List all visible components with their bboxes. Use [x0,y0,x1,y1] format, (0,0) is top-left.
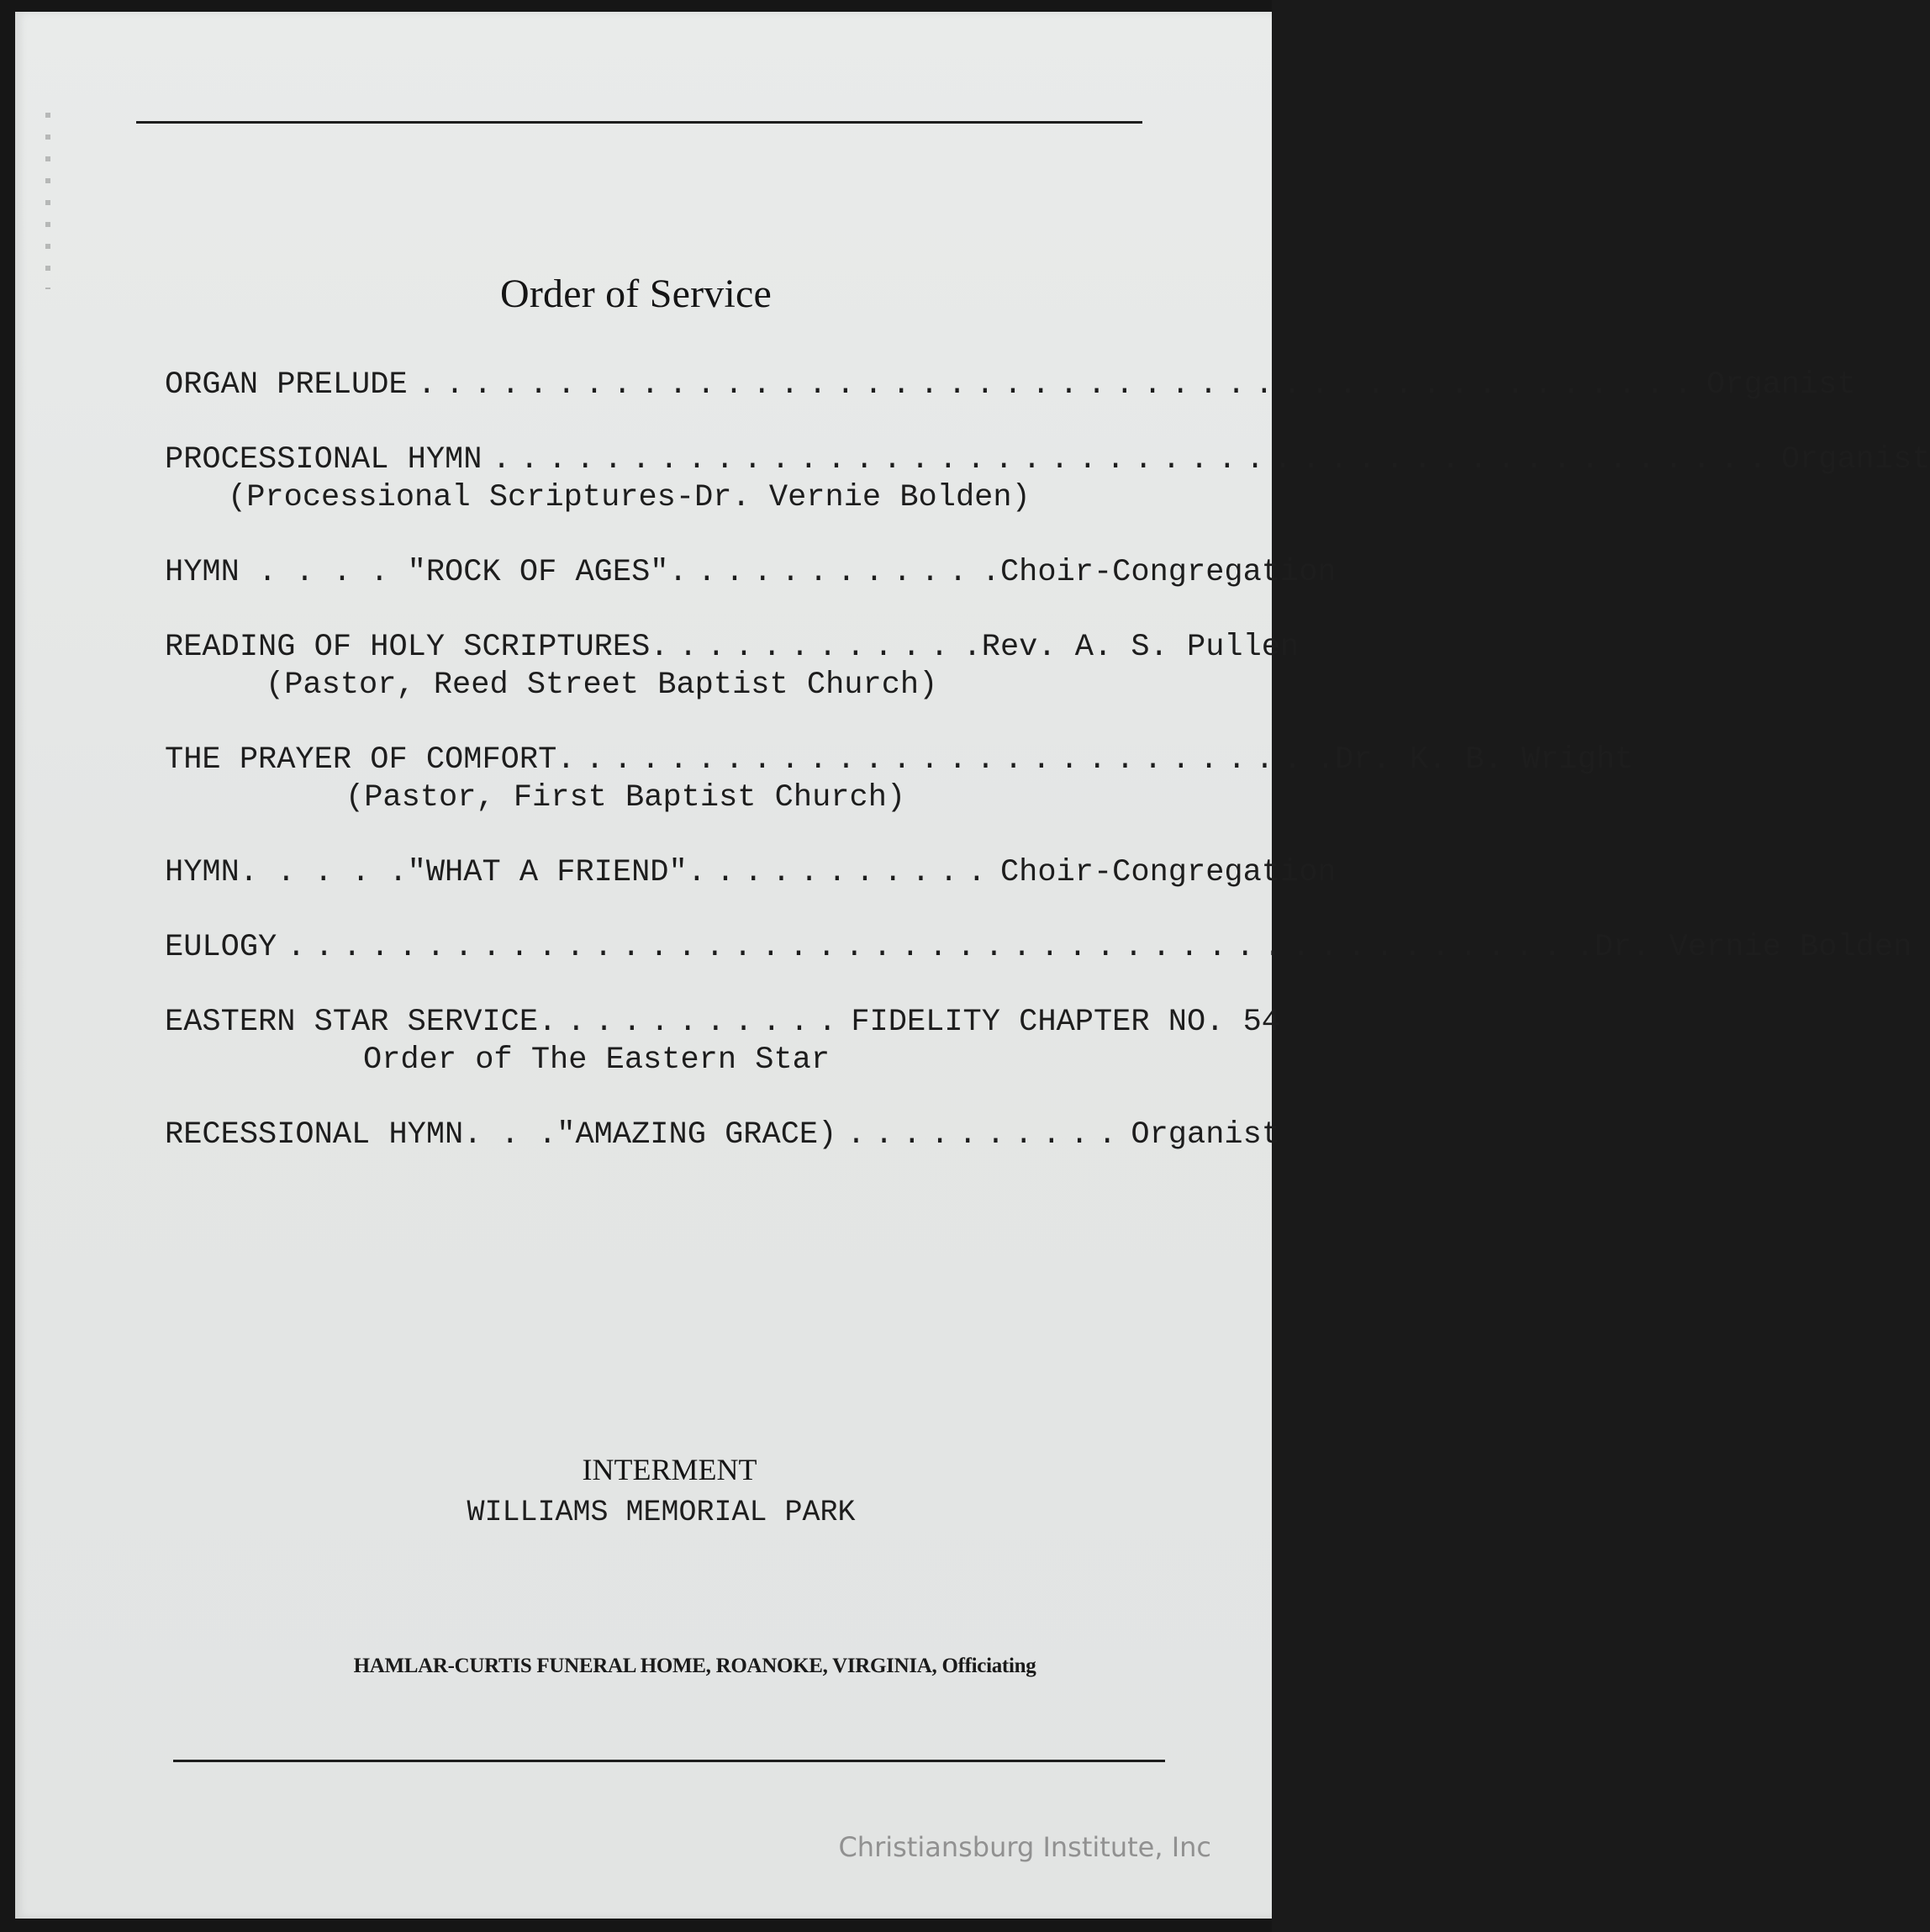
interment-section [0,1452,1272,1529]
item-performer: .Dr. K. B. Wright [1316,742,1634,778]
item-note: (Pastor, Reed Street Baptist Church) [266,668,938,703]
interment-heading: INTERMENT [582,1453,757,1486]
item-performer: Organist [1780,442,1930,478]
funeral-home-text: HAMLAR-CURTIS FUNERAL HOME, ROANOKE, VIRGINIA, Officiating [353,1655,1036,1677]
dot-leader: .......................... [585,742,1311,778]
program-item-hymn-what-a-friend [165,854,1337,892]
item-title: HYMN . . . . "ROCK OF AGES". [165,555,688,590]
program-item-eulogy [165,929,1912,967]
item-performer: Organist [1131,1117,1281,1153]
dot-leader: .............................................. [287,930,1571,965]
item-performer: .Dr. Vernie Bolden [1575,930,1912,965]
program-item-recessional-hymn [165,1116,1281,1154]
item-title: RECESSIONAL HYMN. . ."AMAZING GRACE) [165,1117,837,1153]
program-item-hymn-rock-of-ages [165,554,1337,592]
item-note: Order of The Eastern Star [363,1043,831,1078]
interment-place: WILLIAMS MEMORIAL PARK [467,1496,856,1529]
item-note: (Processional Scriptures-Dr. Vernie Bolden) [228,480,1031,515]
item-title: HYMN. . . . ."WHAT A FRIEND". [165,855,706,890]
program-item-eastern-star-service [165,1004,1281,1079]
program-item-prayer-of-comfort [165,742,1634,817]
item-title: EULOGY [165,930,277,965]
dot-leader: .............................................. [417,367,1702,403]
item-title: PROCESSIONAL HYMN [165,442,482,478]
staple-marks [45,113,50,289]
program-item-processional-hymn [165,441,1930,517]
item-performer: FIDELITY CHAPTER NO. 54 [851,1005,1281,1040]
dot-leader: .......... [715,855,995,890]
top-rule [136,121,1142,124]
program-item-reading-scriptures [165,629,1300,705]
dot-leader: .......... [567,1005,846,1040]
watermark: Christiansburg Institute, Inc [838,1831,1211,1863]
funeral-home-credit [0,1655,1272,1678]
item-title: READING OF HOLY SCRIPTURES. [165,630,669,665]
item-note: (Pastor, First Baptist Church) [345,780,906,816]
item-title: EASTERN STAR SERVICE. [165,1005,557,1040]
dot-leader: .............................................. [492,442,1776,478]
dot-leader: .......... [678,630,958,665]
bottom-rule [173,1760,1165,1762]
item-performer: .Rev. A. S. Pullen [962,630,1300,665]
order-of-service-list [165,367,1930,1191]
item-performer: Organist [1706,367,1856,403]
item-performer: Choir-Congregation [999,855,1337,890]
program-item-organ-prelude [165,367,1856,404]
dot-leader: .......... [697,555,977,590]
item-title: ORGAN PRELUDE [165,367,408,403]
page-title: Order of Service [499,272,773,316]
item-title: THE PRAYER OF COMFORT. [165,742,576,778]
dot-leader: .......... [846,1117,1126,1153]
item-performer: .Choir-Congregation [981,555,1337,590]
